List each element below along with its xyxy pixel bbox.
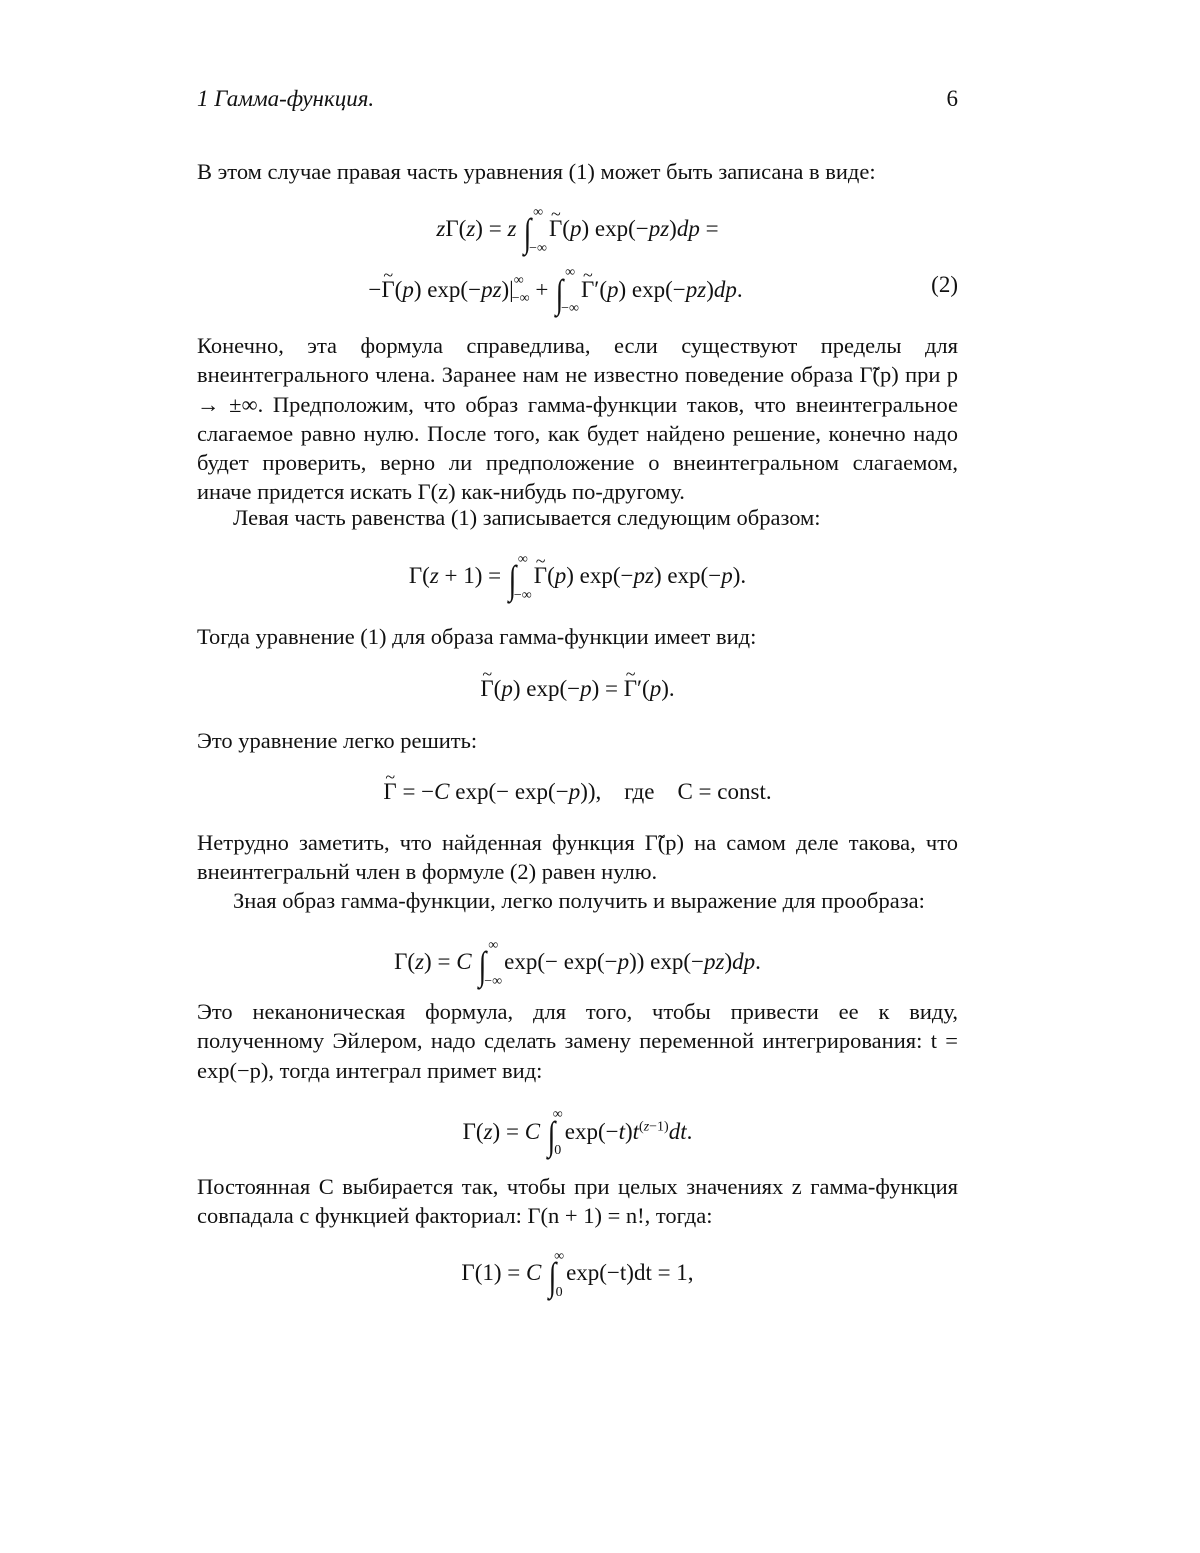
equation-gamma-z-plus-1	[197, 551, 958, 603]
paragraph-5-text: Это уравнение легко решить:	[197, 728, 478, 753]
page-number: 6	[946, 86, 958, 111]
paragraph-9	[197, 1172, 958, 1231]
paragraph-2-text: Конечно, эта формула справедлива, если существуют пределы для внеинтегрального члена. Заранее нам не известно поведение образа Γ̃(p) при p → ±∞. Предположим, что образ гамма-функции таков, что внеинтегральное слагаемое равно нулю. После того, как будет найдено решение, конечно надо будет проверить, верно ли предположение о внеинтегральном слагаемом, иначе придется искать Γ(z) как-нибудь по-другому.	[197, 333, 958, 505]
equation-2-line-1	[197, 204, 958, 256]
equation-2-line-1-content: zΓ(z) = z ∫ ∞ −∞ ~ Γ(p) exp(−pz)dp =	[436, 216, 718, 241]
equation-preimage	[197, 937, 958, 989]
equation-solution-content: ~ Γ = −C exp(− exp(−p)), где C = const.	[383, 779, 771, 804]
paragraph-4	[197, 622, 958, 651]
paragraph-9-text: Постоянная C выбирается так, чтобы при целых значениях z гамма-функция совпадала с функцией факториал: Γ(n + 1) = n!, тогда:	[197, 1174, 958, 1229]
paragraph-2	[197, 331, 958, 507]
equation-2-line-2	[197, 265, 958, 317]
equation-gamma-1-rhs: exp(−t)dt = 1,	[566, 1260, 694, 1285]
paragraph-3	[197, 503, 958, 532]
equation-solution-where: где	[624, 779, 655, 804]
paragraph-7	[197, 886, 958, 915]
paragraph-1-text: В этом случае правая часть уравнения (1) может быть записана в виде:	[197, 159, 876, 184]
equation-gamma-1	[197, 1248, 958, 1300]
equation-solution-const: C = const.	[677, 779, 772, 804]
paragraph-6	[197, 828, 958, 887]
equation-euler	[197, 1107, 958, 1159]
paragraph-8-text: Это неканоническая формула, для того, чтобы привести ее к виду, полученному Эйлером, надо сделать замену переменной интегрирования: t = exp(−p), тогда интеграл примет вид:	[197, 999, 958, 1083]
equation-image-ode	[197, 674, 958, 704]
equation-preimage-content: Γ(z) = C ∫ ∞ −∞ exp(− exp(−p)) exp(−pz)dp.	[394, 937, 761, 989]
paragraph-3-text: Левая часть равенства (1) записывается следующим образом:	[233, 505, 821, 530]
paragraph-6-text: Нетрудно заметить, что найденная функция Γ̃(p) на самом деле такова, что внеинтегральнй член в формуле (2) равен нулю.	[197, 830, 958, 885]
paragraph-5	[197, 726, 958, 755]
equation-2-line-2-content: −~ Γ(p) $\exp(-pz)|^\infty_{-\infty}$ + ∫ ∞ −∞ ~ Γ′(p) exp(−pz)dp.	[368, 277, 742, 302]
equation-euler-content: Γ(z) = C ∫ ∞ 0 $\exp(-t)t^{(z-1)}dt$.	[462, 1107, 693, 1159]
section-title: 1 Гамма-функция.	[197, 86, 375, 111]
equation-2-number: (2)	[931, 272, 958, 297]
equation-gamma-z-plus-1-content: Γ(z + 1) = ∫ ∞ −∞ ~ Γ(p) exp(−pz) exp(−p).	[409, 563, 746, 588]
paragraph-1	[197, 157, 958, 186]
equation-solution	[197, 777, 958, 807]
equation-gamma-1-content: Γ(1) = C ∫ ∞ 0 exp(−t)dt = 1,	[461, 1248, 694, 1300]
running-header	[197, 84, 958, 118]
equation-image-ode-content: ~ Γ(p) exp(−p) = ~ Γ′(p).	[480, 676, 674, 701]
paragraph-4-text: Тогда уравнение (1) для образа гамма-функции имеет вид:	[197, 624, 757, 649]
paragraph-7-text: Зная образ гамма-функции, легко получить и выражение для прообраза:	[233, 888, 925, 913]
paragraph-8	[197, 997, 958, 1085]
